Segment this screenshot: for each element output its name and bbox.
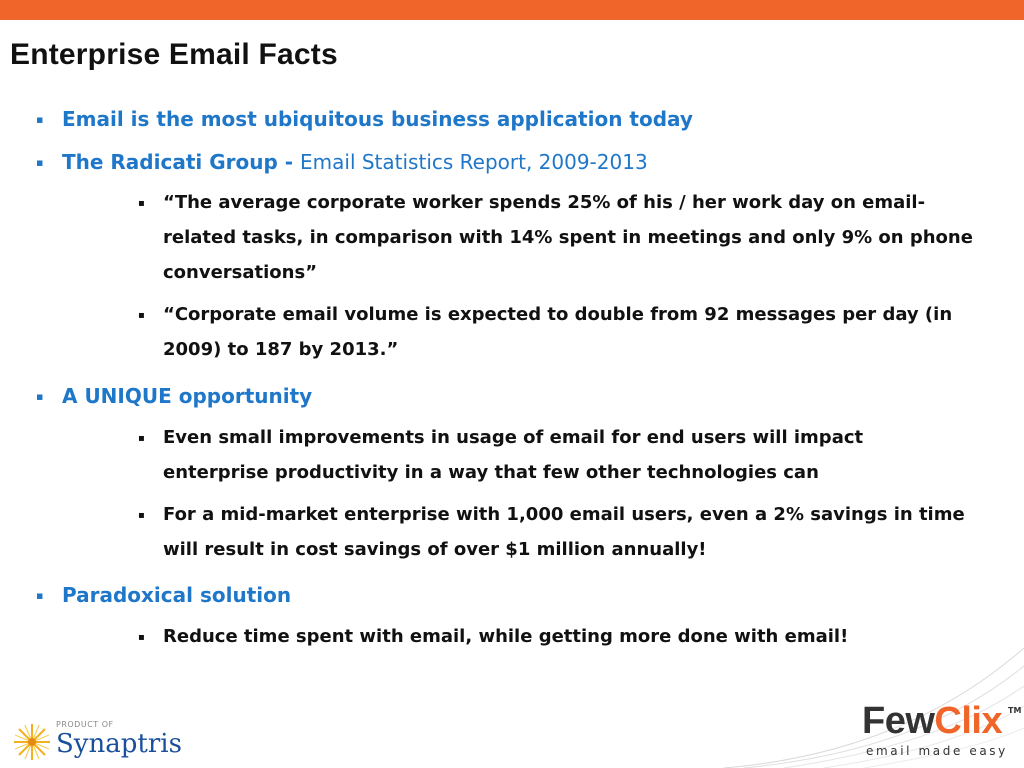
top-accent-bar xyxy=(0,0,1024,20)
bullet-icon: ▪ xyxy=(36,156,44,169)
sub-bullet-savings xyxy=(138,505,973,567)
sub-bullet-text: For a mid-market enterprise with 1,000 email users, even a 2% savings in time will result in cost savings of over $1 million annually! xyxy=(163,504,965,560)
bullet-radicati xyxy=(36,150,648,174)
bullet-text xyxy=(62,150,648,174)
synaptris-logo xyxy=(10,720,190,762)
sub-bullet-text: “The average corporate worker spends 25% of his / her work day on email-related tasks, in comparison with 14% spent in meetings and only 9% on phone conversations” xyxy=(163,192,973,283)
sub-bullet-text: Even small improvements in usage of email for end users will impact enterprise productivity in a way that few other technologies can xyxy=(163,427,864,483)
sub-bullet-improvements xyxy=(138,428,973,490)
fewclix-tagline: email made easy xyxy=(866,744,1008,758)
bullet-opportunity xyxy=(36,384,312,408)
fewclix-logo xyxy=(862,700,1022,762)
sub-bullet-icon: ▪ xyxy=(138,198,145,209)
bullet-ubiquitous xyxy=(36,107,693,131)
sub-bullet-text: Reduce time spent with email, while getting more done with email! xyxy=(163,626,849,647)
sub-bullet-icon: ▪ xyxy=(138,510,145,521)
sub-bullet-workday xyxy=(138,193,973,290)
radicati-source: The Radicati Group - xyxy=(62,150,301,174)
radicati-report: Email Statistics Report, 2009-2013 xyxy=(300,150,648,174)
sub-bullet-volume xyxy=(138,305,973,367)
sub-bullet-icon: ▪ xyxy=(138,632,145,643)
fewclix-wordmark xyxy=(862,700,1002,743)
fewclix-clix: Clix xyxy=(934,700,1003,742)
trademark-mark: TM xyxy=(1008,706,1022,715)
synaptris-name: Synaptris xyxy=(56,729,182,759)
bullet-paradoxical xyxy=(36,583,291,607)
sub-bullet-text: “Corporate email volume is expected to double from 92 messages per day (in 2009) to 187 by 2013.” xyxy=(163,304,953,360)
fewclix-few: Few xyxy=(862,700,935,742)
bullet-icon: ▪ xyxy=(36,589,44,602)
sub-bullet-icon: ▪ xyxy=(138,310,145,321)
sub-bullet-icon: ▪ xyxy=(138,433,145,444)
bullet-icon: ▪ xyxy=(36,390,44,403)
bullet-icon: ▪ xyxy=(36,113,44,126)
bullet-text: A UNIQUE opportunity xyxy=(62,384,313,408)
slide-title: Enterprise Email Facts xyxy=(10,38,338,71)
sun-icon xyxy=(10,722,54,762)
product-of-label: PRODUCT OF xyxy=(56,720,114,729)
bullet-text: Email is the most ubiquitous business application today xyxy=(62,107,693,131)
bullet-text: Paradoxical solution xyxy=(62,583,292,607)
